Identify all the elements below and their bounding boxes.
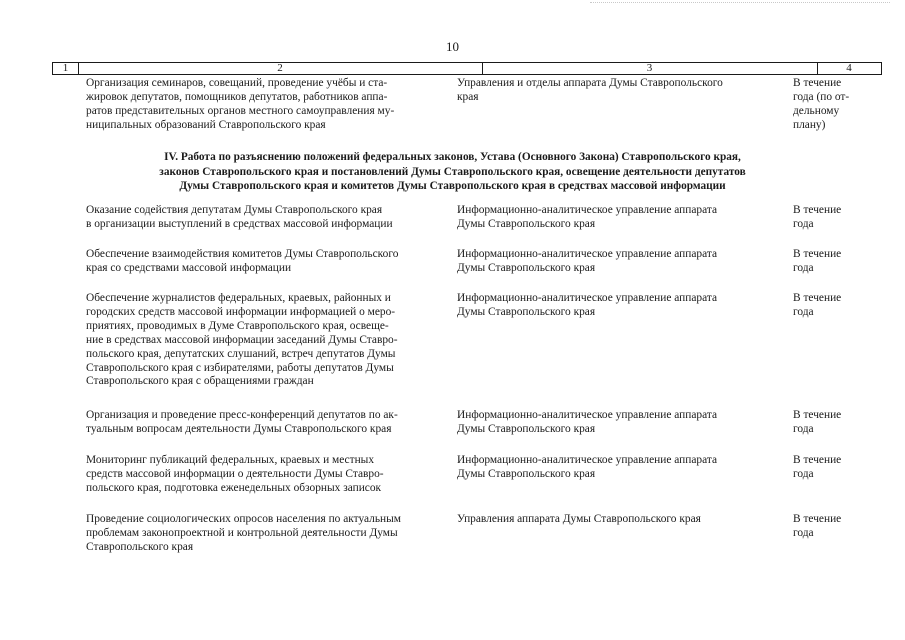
event-line: Ставропольского края: [86, 540, 194, 553]
event-line: польского края, подготовка еженедельных обзорных записок: [86, 481, 382, 494]
event-line: Организация семинаров, совещаний, проведение учёбы и ста-: [86, 77, 388, 89]
term-cell: [793, 77, 873, 133]
section-heading-line: законов Ставропольского края и постановлений Думы Ставропольского края, освещение деятельности депутатов: [159, 165, 746, 178]
term-line: В течение: [793, 513, 842, 525]
section-heading-line: IV. Работа по разъяснению положений федеральных законов, Устава (Основного Закона) Ставропольского края,: [164, 151, 741, 163]
event-line: городских средств массовой информации информацией о меро-: [86, 305, 396, 318]
responsible-line: Управления и отделы аппарата Думы Ставропольского: [457, 77, 723, 89]
responsible-cell: [457, 454, 782, 482]
event-line: Обеспечение журналистов федеральных, краевых, районных и: [86, 292, 391, 304]
event-line: ратов представительных органов местного самоуправления му-: [86, 104, 395, 117]
column-number-2: 2: [78, 63, 483, 74]
term-line: В течение: [793, 204, 842, 216]
event-line: Проведение социологических опросов населения по актуальным: [86, 513, 402, 525]
term-line: года: [793, 526, 814, 539]
event-line: ниципальных образований Ставропольского края: [86, 118, 326, 131]
event-line: польского края, депутатских слушаний, встреч депутатов Думы: [86, 347, 396, 360]
column-number-1: 1: [53, 63, 79, 74]
page-number: 10: [446, 39, 459, 54]
responsible-line: Думы Ставропольского края: [457, 305, 596, 318]
event-line: Обеспечение взаимодействия комитетов Думы Ставропольского: [86, 248, 399, 260]
event-line: туальным вопросам деятельности Думы Ставропольского края: [86, 422, 392, 435]
responsible-cell: [457, 292, 782, 320]
event-line: приятиях, проводимых в Думе Ставропольского края, освеще-: [86, 319, 389, 332]
responsible-cell: [457, 513, 782, 527]
responsible-line: края: [457, 90, 479, 103]
column-number-3: 3: [482, 63, 818, 74]
event-line: ние в средствах массовой информации заседаний Думы Ставро-: [86, 333, 398, 346]
event-line: жировок депутатов, помощников депутатов, работников аппа-: [86, 90, 388, 103]
term-line: года: [793, 305, 814, 318]
responsible-cell: [457, 409, 782, 437]
event-cell: [86, 292, 448, 389]
term-line: В течение: [793, 77, 842, 89]
responsible-line: Думы Ставропольского края: [457, 467, 596, 480]
term-cell: [793, 292, 873, 320]
term-line: В течение: [793, 292, 842, 304]
responsible-line: Думы Ставропольского края: [457, 422, 596, 435]
term-cell: [793, 248, 873, 276]
responsible-line: Информационно-аналитическое управление аппарата: [457, 292, 718, 304]
responsible-line: Информационно-аналитическое управление аппарата: [457, 248, 718, 260]
term-line: дельному: [793, 104, 840, 117]
event-cell: [86, 204, 448, 232]
event-cell: [86, 409, 448, 437]
event-cell: [86, 513, 448, 555]
event-line: Оказание содействия депутатам Думы Ставропольского края: [86, 204, 383, 216]
responsible-line: Информационно-аналитическое управление аппарата: [457, 204, 718, 216]
event-line: Ставропольского края с избирателями, работы депутатов Думы: [86, 361, 394, 374]
event-line: Ставропольского края с обращениями граждан: [86, 375, 314, 388]
term-cell: [793, 409, 873, 437]
section-heading: [0, 150, 905, 194]
responsible-line: Думы Ставропольского края: [457, 261, 596, 274]
term-line: плану): [793, 118, 826, 131]
term-cell: [793, 204, 873, 232]
event-line: Мониторинг публикаций федеральных, краевых и местных: [86, 454, 375, 466]
responsible-line: Управления аппарата Думы Ставропольского края: [457, 513, 701, 525]
responsible-cell: [457, 204, 782, 232]
term-line: В течение: [793, 248, 842, 260]
event-line: проблемам законопроектной и контрольной деятельности Думы: [86, 526, 398, 539]
responsible-line: Информационно-аналитическое управление аппарата: [457, 409, 718, 421]
event-line: средств массовой информации о деятельности Думы Ставро-: [86, 467, 384, 480]
term-line: года: [793, 467, 814, 480]
column-number-4: 4: [846, 62, 852, 74]
event-cell: [86, 77, 448, 133]
term-line: года: [793, 261, 814, 274]
responsible-cell: [457, 77, 782, 105]
event-line: в организации выступлений в средствах массовой информации: [86, 217, 393, 230]
responsible-line: Думы Ставропольского края: [457, 217, 596, 230]
responsible-cell: [457, 248, 782, 276]
term-line: В течение: [793, 454, 842, 466]
term-line: В течение: [793, 409, 842, 421]
term-line: года: [793, 217, 814, 230]
event-line: Организация и проведение пресс-конференций депутатов по ак-: [86, 409, 398, 421]
responsible-line: Информационно-аналитическое управление аппарата: [457, 454, 718, 466]
term-line: года (по от-: [793, 90, 850, 103]
event-cell: [86, 454, 448, 496]
event-line: края со средствами массовой информации: [86, 261, 292, 274]
section-heading-line: Думы Ставропольского края и комитетов Думы Ставропольского края в средствах массовой информации: [179, 180, 726, 192]
term-cell: [793, 513, 873, 541]
table-column-numbers: [52, 62, 882, 75]
term-line: года: [793, 422, 814, 435]
event-cell: [86, 248, 448, 276]
term-cell: [793, 454, 873, 482]
scan-artifact: [590, 2, 890, 4]
